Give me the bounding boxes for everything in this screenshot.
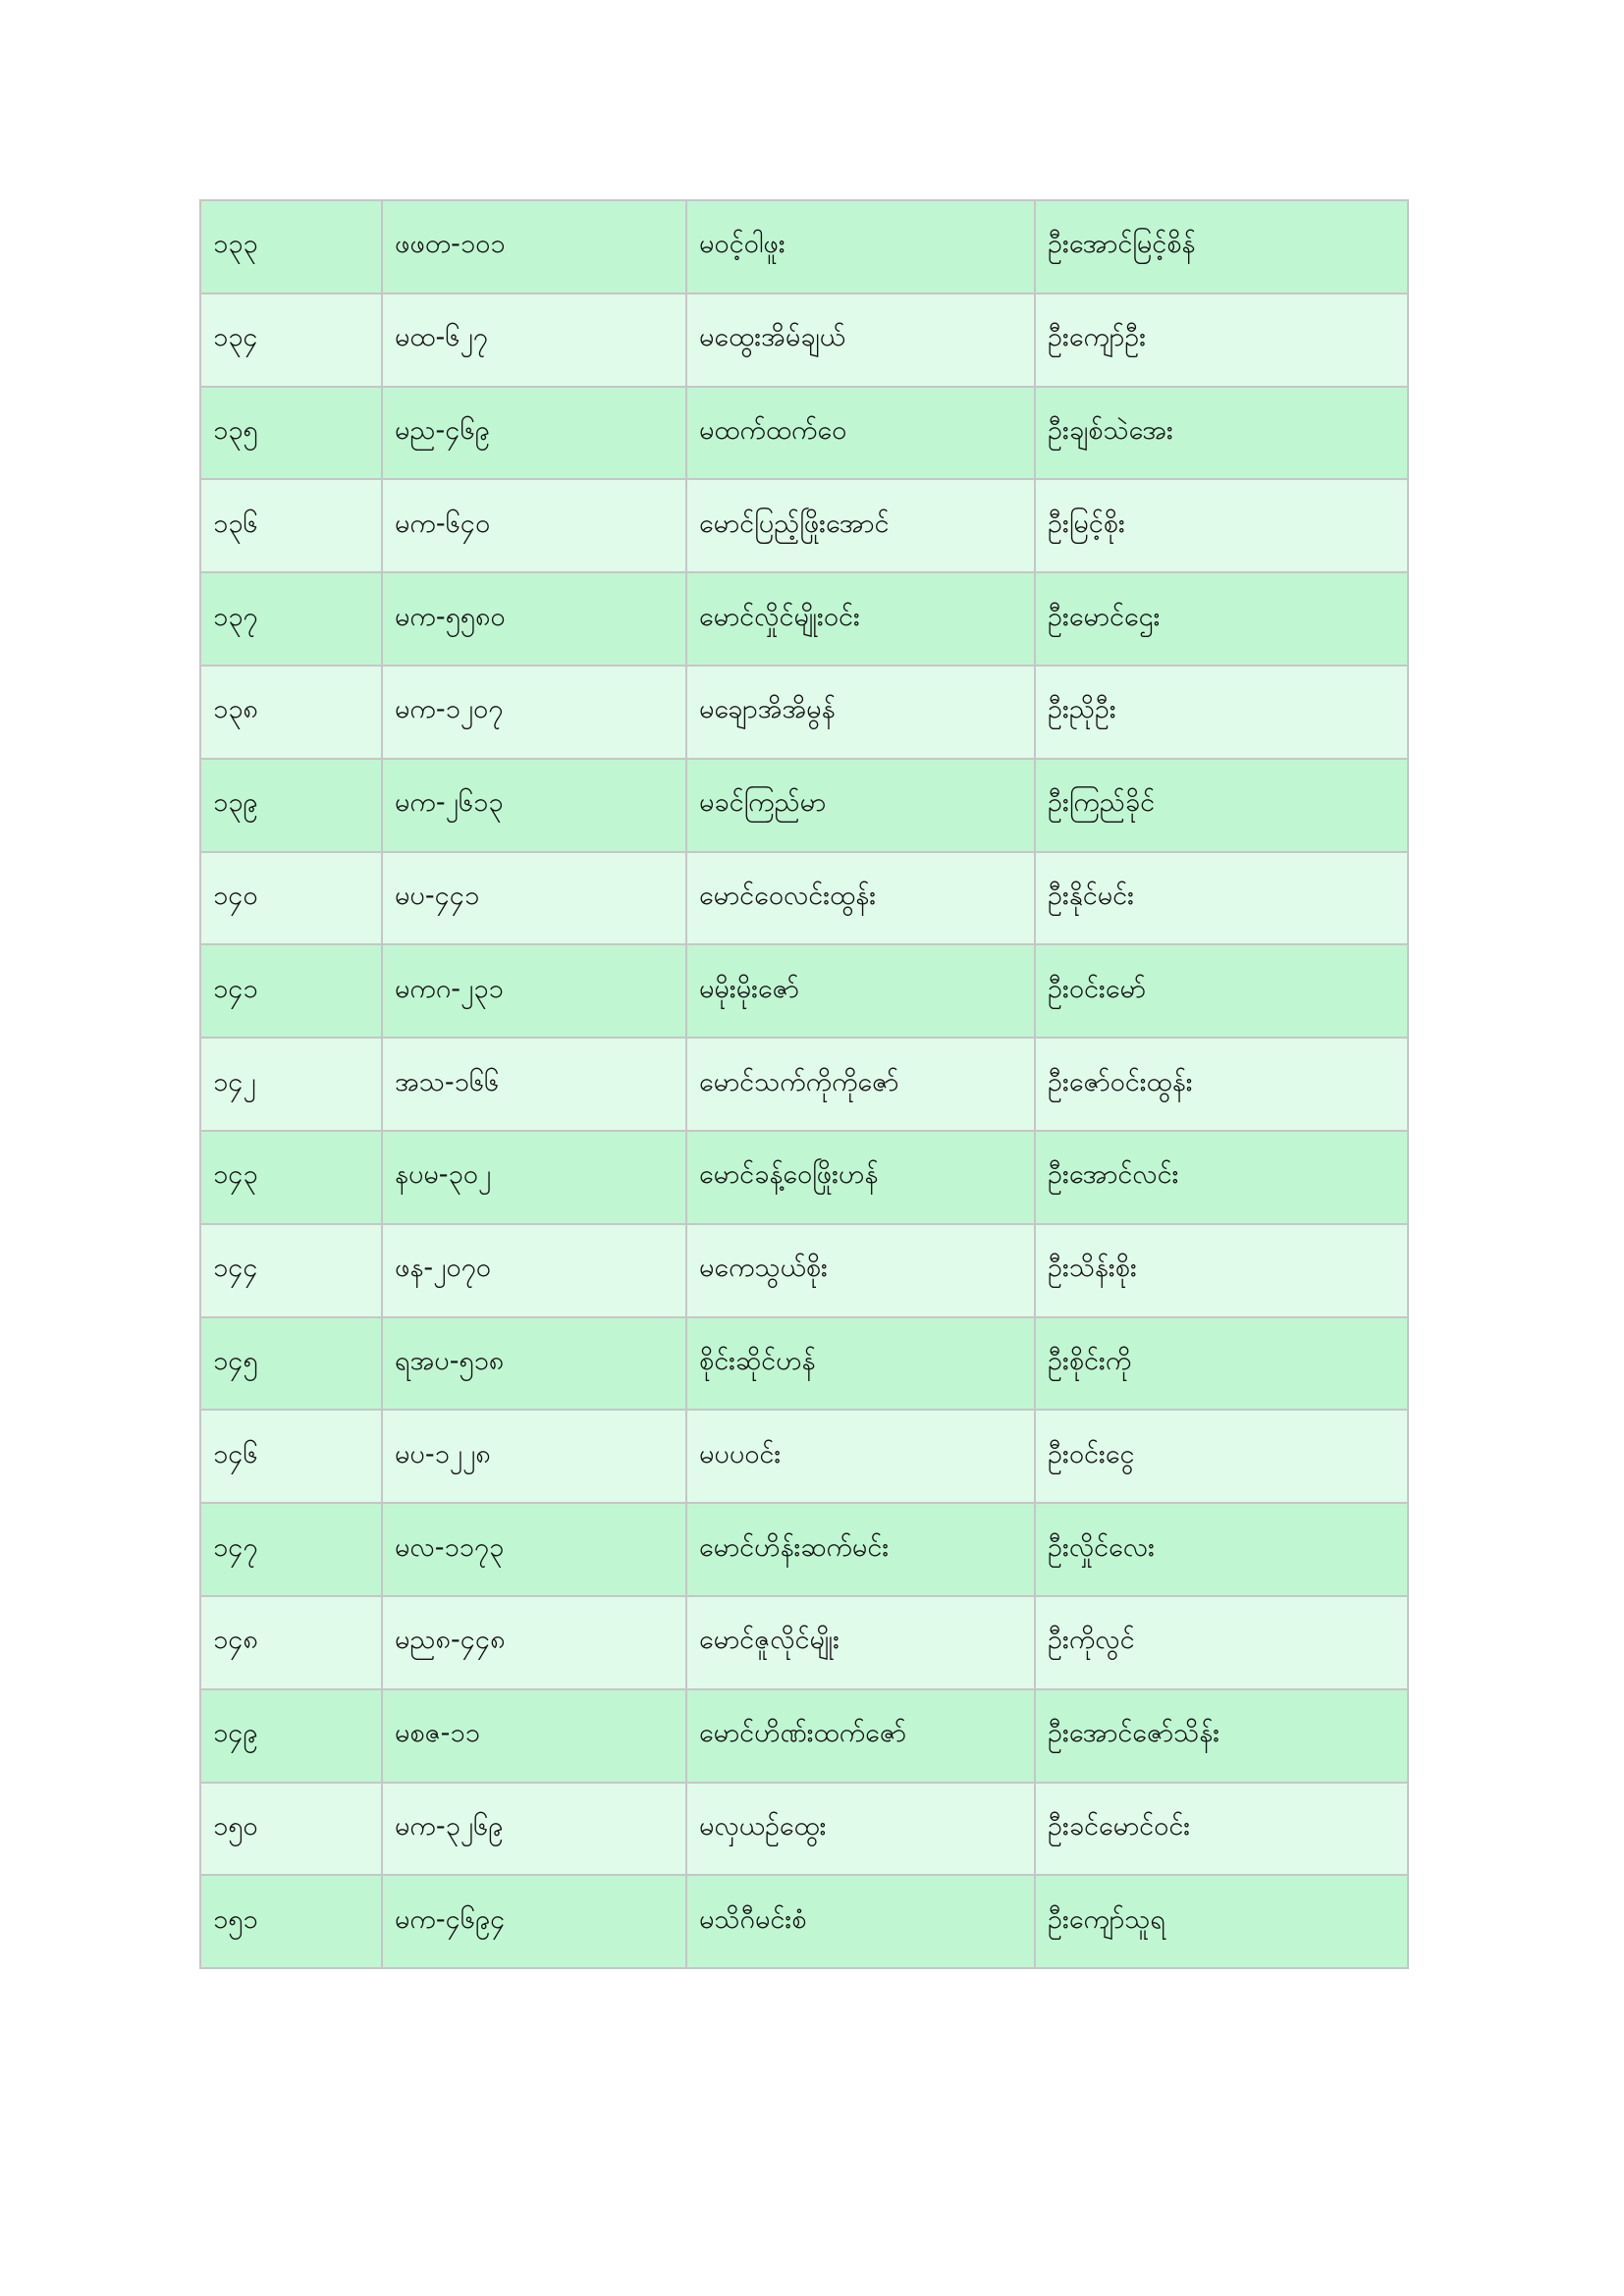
cell-nrc-number: မထ-၆၂၇ [382, 294, 686, 387]
cell-serial-no: ၁၃၄ [200, 294, 382, 387]
cell-father-name: ဦးကိုလွင် [1035, 1596, 1408, 1689]
cell-serial-no: ၁၄၇ [200, 1503, 382, 1596]
table-row [200, 1783, 1408, 1876]
cell-father-name: ဦးသိန်းစိုး [1035, 1224, 1408, 1317]
cell-name: မခင်ကြည်မာ [686, 759, 1035, 852]
cell-serial-no: ၁၃၅ [200, 387, 382, 480]
table-row [200, 1317, 1408, 1411]
cell-father-name: ဦးအောင်လင်း [1035, 1131, 1408, 1224]
cell-name: မောင်ဟိဏ်းထက်ဇော် [686, 1689, 1035, 1783]
cell-serial-no: ၁၄၆ [200, 1410, 382, 1503]
cell-name: မထွေးအိမ်ချယ် [686, 294, 1035, 387]
cell-name: မချောအိအိမွန် [686, 666, 1035, 759]
records-table [199, 199, 1409, 1969]
cell-name: မောင်လှိုင်မျိုးဝင်း [686, 572, 1035, 666]
cell-nrc-number: မပ-၄၄၁ [382, 852, 686, 945]
cell-nrc-number: မပ-၁၂၂၈ [382, 1410, 686, 1503]
cell-nrc-number: မစဇ-၁၁ [382, 1689, 686, 1783]
cell-father-name: ဦးညိုဦး [1035, 666, 1408, 759]
cell-name: မောင်သက်ကိုကိုဇော် [686, 1038, 1035, 1131]
table-row [200, 1038, 1408, 1131]
table-row [200, 1131, 1408, 1224]
cell-serial-no: ၁၃၈ [200, 666, 382, 759]
cell-nrc-number: မည၈-၄၄၈ [382, 1596, 686, 1689]
cell-father-name: ဦးနိုင်မင်း [1035, 852, 1408, 945]
cell-serial-no: ၁၃၉ [200, 759, 382, 852]
table-row [200, 1503, 1408, 1596]
cell-father-name: ဦးကျော်ဦး [1035, 294, 1408, 387]
table-row [200, 759, 1408, 852]
cell-nrc-number: မက-၁၂၀၇ [382, 666, 686, 759]
cell-serial-no: ၁၃၇ [200, 572, 382, 666]
cell-father-name: ဦးခင်မောင်ဝင်း [1035, 1783, 1408, 1876]
cell-serial-no: ၁၄၉ [200, 1689, 382, 1783]
table-row [200, 1875, 1408, 1968]
cell-name: မောင်ဝေလင်းထွန်း [686, 852, 1035, 945]
cell-serial-no: ၁၄၁ [200, 944, 382, 1038]
cell-father-name: ဦးဝင်းငွေ [1035, 1410, 1408, 1503]
cell-nrc-number: ဖန-၂၀၇၀ [382, 1224, 686, 1317]
cell-father-name: ဦးဝင်းမော် [1035, 944, 1408, 1038]
cell-name: မဝင့်ဝါဖူး [686, 200, 1035, 294]
cell-name: မောင်ခန့်ဝေဖြိုးဟန် [686, 1131, 1035, 1224]
cell-serial-no: ၁၄၅ [200, 1317, 382, 1411]
cell-nrc-number: မက-၆၄၀ [382, 479, 686, 572]
cell-name: မောင်ဇူလိုင်မျိုး [686, 1596, 1035, 1689]
cell-name: စိုင်းဆိုင်ဟန် [686, 1317, 1035, 1411]
cell-nrc-number: မက-၂၆၁၃ [382, 759, 686, 852]
cell-serial-no: ၁၅၀ [200, 1783, 382, 1876]
cell-father-name: ဦးမြင့်စိုး [1035, 479, 1408, 572]
cell-name: မောင်ဟိန်းဆက်မင်း [686, 1503, 1035, 1596]
table-row [200, 479, 1408, 572]
cell-father-name: ဦးအောင်ဇော်သိန်း [1035, 1689, 1408, 1783]
cell-father-name: ဦးလှိုင်လေး [1035, 1503, 1408, 1596]
cell-nrc-number: မက-၃၂၆၉ [382, 1783, 686, 1876]
cell-name: မထက်ထက်ဝေ [686, 387, 1035, 480]
cell-father-name: ဦးအောင်မြင့်စိန် [1035, 200, 1408, 294]
cell-name: မသိဂီမင်းစံ [686, 1875, 1035, 1968]
table-row [200, 572, 1408, 666]
cell-serial-no: ၁၅၁ [200, 1875, 382, 1968]
cell-nrc-number: အသ-၁၆၆ [382, 1038, 686, 1131]
table-row [200, 1410, 1408, 1503]
cell-nrc-number: မက-၅၅၈၀ [382, 572, 686, 666]
cell-serial-no: ၁၄၀ [200, 852, 382, 945]
table-body [200, 200, 1408, 1968]
table-row [200, 200, 1408, 294]
cell-nrc-number: ဖဖတ-၁၀၁ [382, 200, 686, 294]
table-row [200, 852, 1408, 945]
cell-father-name: ဦးစိုင်းကို [1035, 1317, 1408, 1411]
table-row [200, 666, 1408, 759]
cell-father-name: ဦးချစ်သဲအေး [1035, 387, 1408, 480]
table-row [200, 1596, 1408, 1689]
cell-father-name: ဦးမောင်ဌေး [1035, 572, 1408, 666]
cell-serial-no: ၁၃၆ [200, 479, 382, 572]
cell-father-name: ဦးကျော်သူရ [1035, 1875, 1408, 1968]
cell-name: မမိုးမိုးဇော် [686, 944, 1035, 1038]
cell-serial-no: ၁၄၃ [200, 1131, 382, 1224]
cell-name: မလှယဉ်ထွေး [686, 1783, 1035, 1876]
cell-nrc-number: နပမ-၃၀၂ [382, 1131, 686, 1224]
cell-serial-no: ၁၄၂ [200, 1038, 382, 1131]
cell-name: မောင်ပြည့်ဖြိုးအောင် [686, 479, 1035, 572]
cell-name: မကေသွယ်စိုး [686, 1224, 1035, 1317]
cell-father-name: ဦးကြည်ခိုင် [1035, 759, 1408, 852]
cell-serial-no: ၁၄၄ [200, 1224, 382, 1317]
cell-name: မပပဝင်း [686, 1410, 1035, 1503]
cell-nrc-number: မကဂ-၂၃၁ [382, 944, 686, 1038]
cell-nrc-number: ရအပ-၅၁၈ [382, 1317, 686, 1411]
cell-father-name: ဦးဇော်ဝင်းထွန်း [1035, 1038, 1408, 1131]
table-row [200, 1224, 1408, 1317]
cell-nrc-number: မည-၄၆၉ [382, 387, 686, 480]
table-row [200, 387, 1408, 480]
cell-serial-no: ၁၄၈ [200, 1596, 382, 1689]
table-row [200, 294, 1408, 387]
table-row [200, 1689, 1408, 1783]
cell-nrc-number: မက-၄၆၉၄ [382, 1875, 686, 1968]
cell-serial-no: ၁၃၃ [200, 200, 382, 294]
table-row [200, 944, 1408, 1038]
cell-nrc-number: မလ-၁၁၇၃ [382, 1503, 686, 1596]
